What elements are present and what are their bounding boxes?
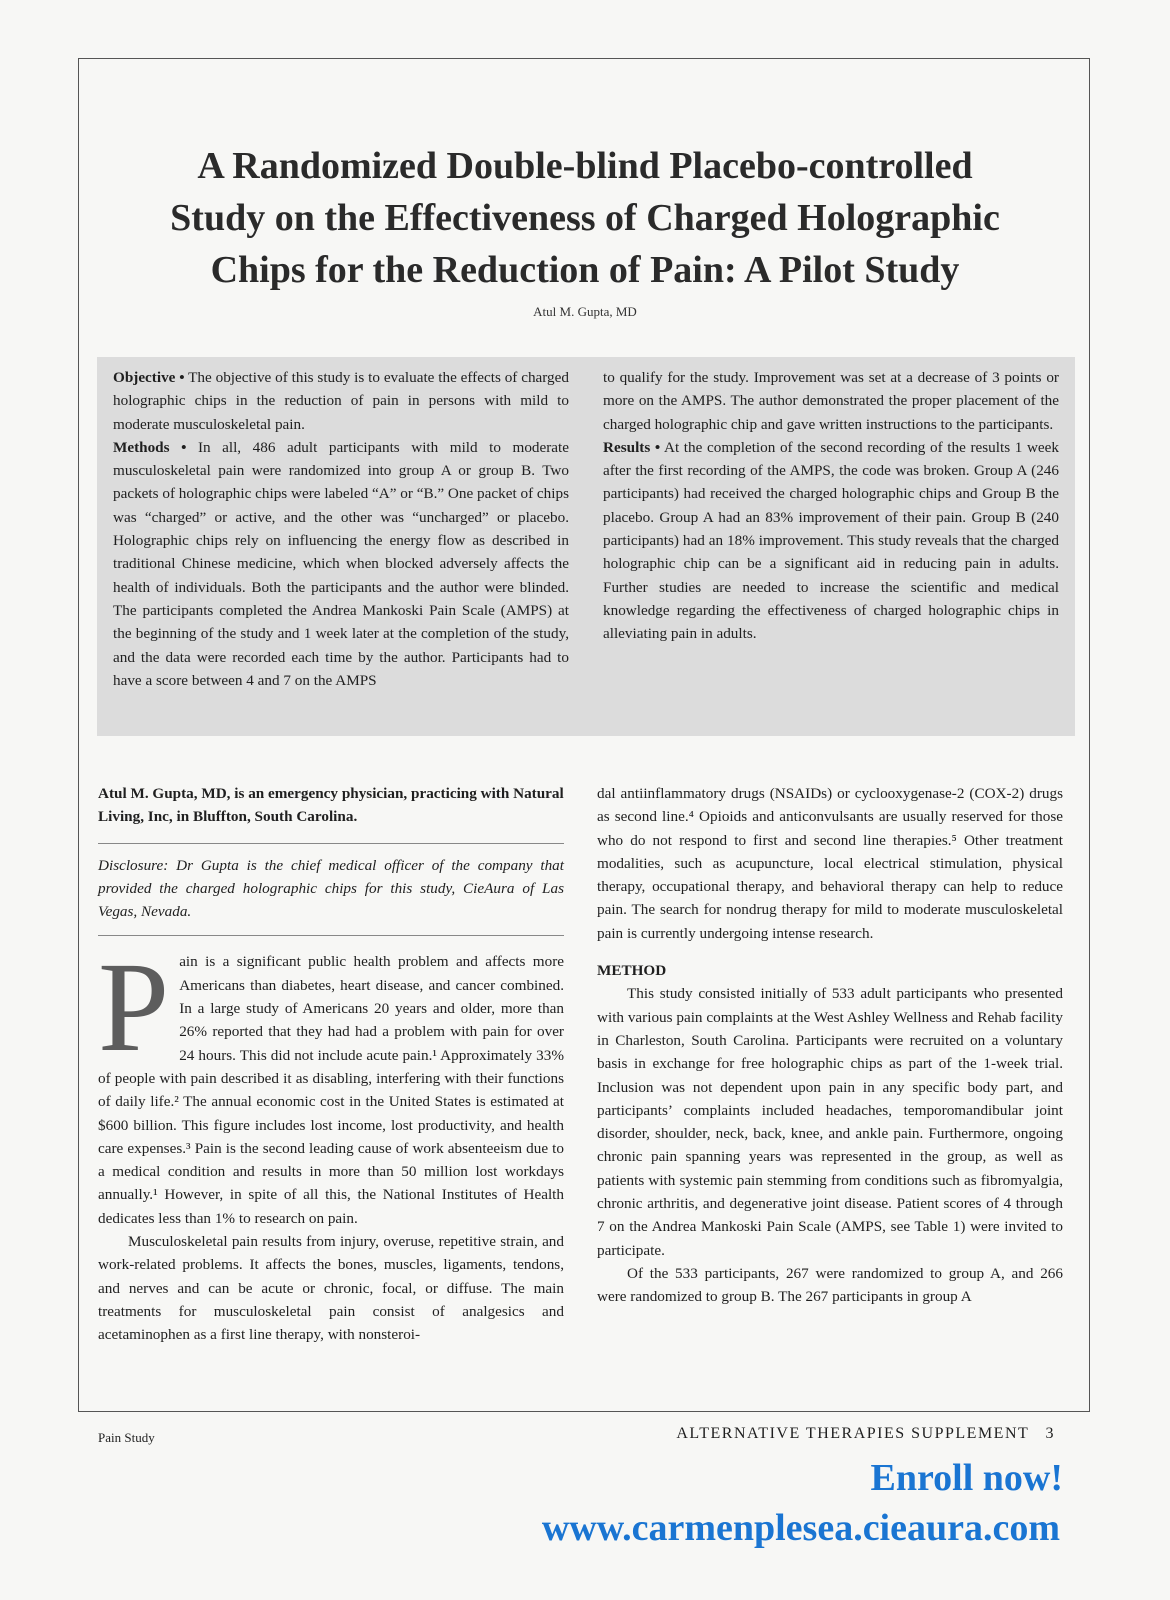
methods-text-continued: to qualify for the study. Improvement was set at a decrease of 3 points or more on the AMPS. The author demonstrated the proper placement of the charged holographic chip and gave written instructions to the participants. [603, 369, 1059, 433]
title-line-3: Chips for the Reduction of Pain: A Pilot Study [210, 249, 960, 291]
abstract-methods [113, 436, 569, 692]
abstract-results [603, 436, 1059, 646]
musculoskeletal-paragraph: Musculoskeletal pain results from injury, overuse, repetitive strain, and work-related problems. It affects the bones, muscles, ligaments, tendons, and nerves and can be acute or chronic, focal, or diffuse. The main treatments for musculoskeletal pain consist of analgesics and acetaminophen as a first line therapy, with nonsteroi- [98, 1233, 564, 1344]
method-paragraph-2: Of the 533 participants, 267 were randomized to group A, and 266 were randomized to group B. The 267 participants in group A [597, 1264, 1063, 1306]
results-text: At the completion of the second recording of the results 1 week after the first recording of the AMPS, the code was broken. Group A (246 participants) had received the charged holographic chips and Group B the placebo. Group A had an 83% improvement of their pain. Group B (240 participants) had an 18% improvement. This study reveals that the charged holographic chip can be a significant aid in reducing pain in adults. Further studies are needed to increase the scientific and medical knowledge regarding the effectiveness of charged holographic chips in alleviating pain in adults. [603, 438, 1059, 643]
abstract-left-column [113, 366, 569, 736]
method-paragraph-1: This study consisted initially of 533 adult participants who presented with various pain complaints at the West Ashley Wellness and Rehab facility in Charleston, South Carolina. Participants were recruited on a voluntary basis in exchange for free holographic chips as part of the 1-week trial. Inclusion was not dependent upon pain in any specific body part, and participants’ complaints included headaches, temporomandibular joint disorder, shoulder, neck, back, knee, and ankle pain. Furthermore, ongoing chronic pain spanning years was represented in the group, as well as patients with systemic pain stemming from conditions such as fibromyalgia, chronic arthritis, and degenerative joint disease. Patient scores of 4 through 7 on the Andrea Mankoski Pain Scale (AMPS, see Table 1) were invited to participate. [597, 985, 1063, 1259]
objective-label: Objective • [113, 369, 185, 386]
disclosure: Disclosure: Dr Gupta is the chief medical officer of the company that provided the charged holographic chips for this study, CieAura of Las Vegas, Nevada. [98, 856, 564, 921]
author-bio: Atul M. Gupta, MD, is an emergency physician, practicing with Natural Living, Inc, in Bluffton, South Carolina. [98, 785, 564, 826]
intro-paragraph [98, 936, 564, 1230]
musculoskeletal-paragraph-continued: dal antiinflammatory drugs (NSAIDs) or cyclooxygenase-2 (COX-2) drugs as second line.⁴ Opioids and anticonvulsants are usually reserved for those who do not respond to first and second line therapies.⁵ Other treatment modalities, such as acupuncture, local electrical stimulation, physical therapy, occupational therapy, and behavioral therapy can help to reduce pain. The search for nondrug therapy for mild to moderate musculoskeletal pain is currently undergoing intense research. [597, 785, 1063, 942]
abstract-box [97, 357, 1075, 736]
promo-enroll: Enroll now! [870, 1457, 1063, 1499]
abstract-objective [113, 366, 569, 436]
author-byline: Atul M. Gupta, MD [533, 304, 637, 319]
running-footer-right: ALTERNATIVE THERAPIES SUPPLEMENT 3 [676, 1425, 1055, 1442]
intro-paragraph-text: ain is a significant public health problem and affects more Americans than diabetes, heart disease, and cancer combined. In a large study of Americans 20 years and older, more than 26% reported that they had had a problem with pain for over 24 hours. This did not include acute pain.¹ Approximately 33% of people with pain described it as disabling, interfering with their functions of daily life.² The annual economic cost in the United States is estimated at $600 billion. This figure includes lost income, lost productivity, and health care expenses.³ Pain is the second leading cause of work absenteeism due to a medical condition and results in more than 50 million lost workdays annually.¹ However, in spite of all this, the National Institutes of Health dedicates less than 1% to research on pain. [98, 953, 564, 1227]
method-heading: METHOD [597, 962, 667, 980]
drop-cap: P [98, 936, 170, 1079]
promo-url-link[interactable]: www.carmenplesea.cieaura.com [541, 1507, 1060, 1549]
paper-title [0, 140, 1170, 296]
divider [98, 843, 564, 844]
objective-text: The objective of this study is to evaluate the effects of charged holographic chips in the reduction of pain in persons with mild to moderate musculoskeletal pain. [113, 369, 569, 433]
title-line-2: Study on the Effectiveness of Charged Holographic [170, 197, 1000, 239]
methods-text: In all, 486 adult participants with mild to moderate musculoskeletal pain were randomized into group A or group B. Two packets of holographic chips were labeled “A” or “B.” One packet of chips was “charged” or active, and the other was “uncharged” or placebo. Holographic chips rely on influencing the energy flow as described in traditional Chinese medicine, which when blocked adversely affects the health of individuals. Both the participants and the author were blinded. The participants completed the Andrea Mankoski Pain Scale (AMPS) at the beginning of the study and 1 week later at the completion of the study, and the data were recorded each time by the author. Participants had to have a score between 4 and 7 on the AMPS [113, 438, 570, 689]
title-line-1: A Randomized Double-blind Placebo-controlled [197, 145, 973, 187]
running-footer-left: Pain Study [98, 1430, 155, 1445]
results-label: Results • [603, 438, 661, 456]
body-right-column [597, 782, 1063, 1309]
methods-label: Methods • [113, 438, 187, 456]
abstract-right-column [603, 366, 1059, 736]
body-left-column [98, 782, 564, 1347]
